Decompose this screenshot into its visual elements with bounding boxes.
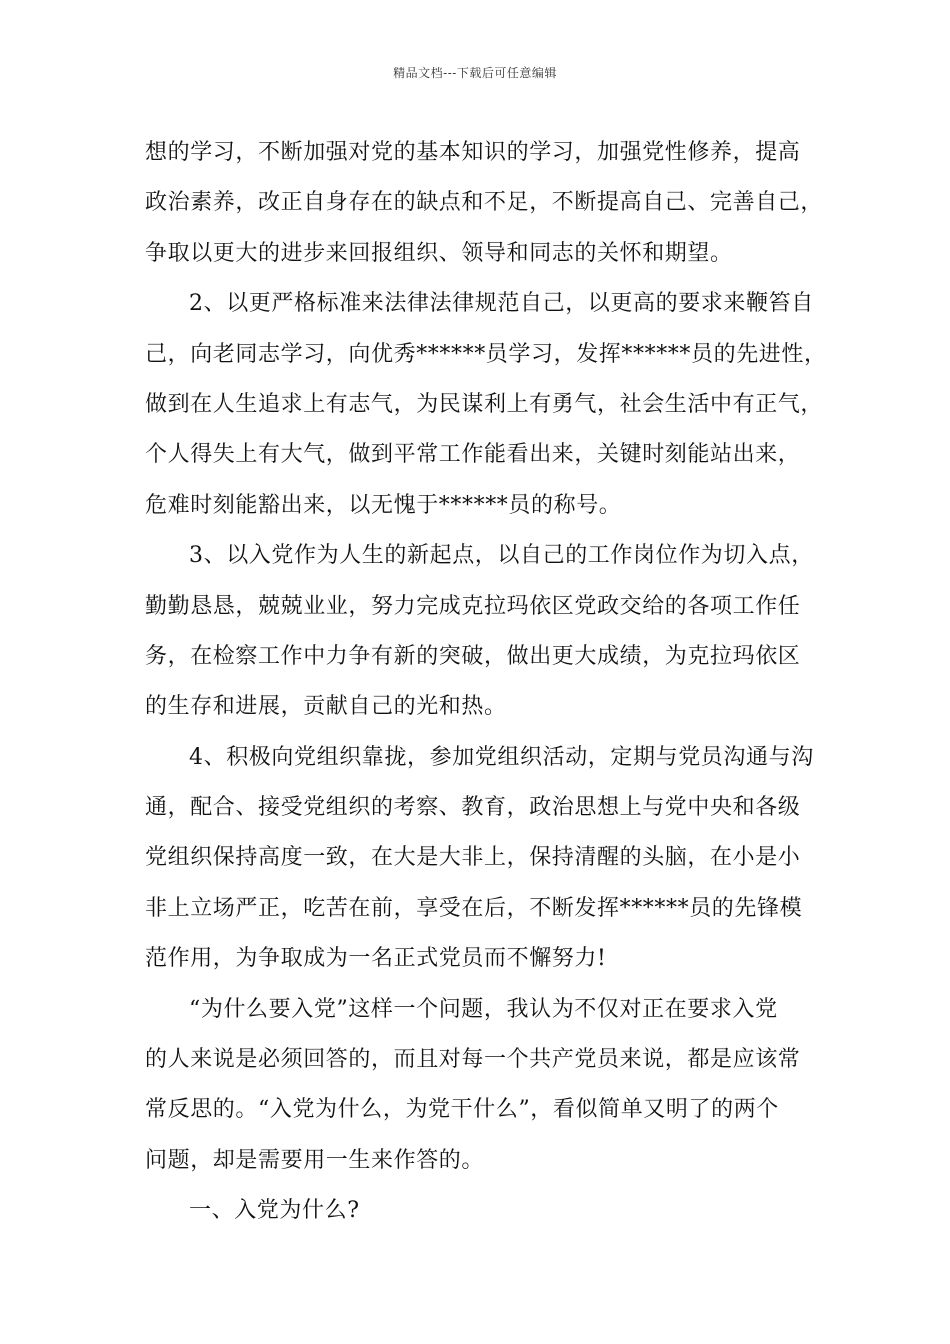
text-line: 个人得失上有大气，做到平常工作能看出来，关键时刻能站出来，: [145, 442, 801, 468]
text-line: 勤勤恳恳，兢兢业业，努力完成克拉玛依区党政交给的各项工作任: [145, 593, 801, 619]
text-line: 2、以更严格标准来法律法律规范自己，以更高的要求来鞭笞自: [189, 291, 814, 317]
text-line: 争取以更大的进步来回报组织、领导和同志的关怀和期望。: [145, 240, 733, 266]
text-line: 一、入党为什么?: [189, 1198, 360, 1224]
text-line: 的生存和进展，贡献自己的光和热。: [145, 694, 507, 720]
text-line: 己，向老同志学习，向优秀******员学习，发挥******员的先进性，: [145, 341, 827, 367]
text-line: 4、积极向党组织靠拢，参加党组织活动，定期与党员沟通与沟: [189, 744, 814, 770]
text-line: 3、以入党作为人生的新起点，以自己的工作岗位作为切入点，: [189, 543, 814, 569]
text-line: 问题，却是需要用一生来作答的。: [145, 1147, 485, 1173]
text-line: 做到在人生追求上有志气，为民谋利上有勇气，社会生活中有正气，: [145, 391, 824, 417]
text-line: 党组织保持高度一致，在大是大非上，保持清醒的头脑，在小是小: [145, 845, 801, 871]
text-line: 通，配合、接受党组织的考察、教育，政治思想上与党中央和各级: [145, 795, 801, 821]
text-line: “为什么要入党”这样一个问题，我认为不仅对正在要求入党: [189, 996, 778, 1022]
text-line: 的人来说是必须回答的，而且对每一个共产党员来说，都是应该常: [145, 1047, 801, 1073]
text-line: 危难时刻能豁出来，以无愧于******员的称号。: [145, 492, 622, 518]
text-line: 非上立场严正，吃苦在前，享受在后，不断发挥******员的先锋模: [145, 895, 803, 921]
text-line: 想的学习，不断加强对党的基本知识的学习，加强党性修养，提高: [145, 140, 801, 165]
text-line: 政治素养，改正自身存在的缺点和不足，不断提高自己、完善自己，: [145, 190, 824, 216]
text-line: 务，在检察工作中力争有新的突破，做出更大成绩，为克拉玛依区: [145, 643, 801, 669]
text-line: 范作用，为争取成为一名正式党员而不懈努力!: [145, 946, 607, 972]
text-line: 常反思的。“入党为什么，为党干什么”，看似简单又明了的两个: [145, 1097, 779, 1123]
page-header: 精品文档---下载后可任意编辑: [393, 66, 557, 80]
body-text: [145, 128, 827, 1237]
